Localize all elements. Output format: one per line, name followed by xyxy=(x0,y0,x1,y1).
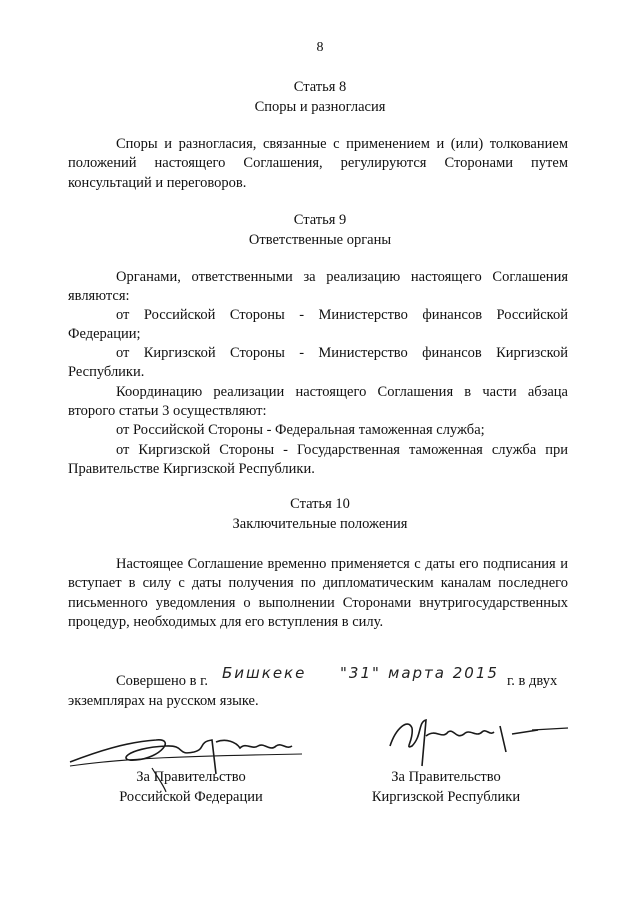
closing-month-year-handwritten: марта 2015 xyxy=(388,664,499,682)
article-8-subtitle: Споры и разногласия xyxy=(254,99,386,115)
article-9-paragraph-4: Координацию реализации настоящего Соглашения в части абзаца второго статьи 3 осуществляют: xyxy=(68,384,568,420)
article-9-paragraph-5: от Российской Стороны - Федеральная таможенная служба; xyxy=(116,422,485,438)
signature-kyrgyzstan-line-1: За Правительство xyxy=(391,769,501,785)
closing-after: г. в двух xyxy=(507,673,558,689)
article-10-title: Статья 10 xyxy=(290,496,350,512)
article-10-text: Настоящее Соглашение временно применяется с даты его подписания и вступает в силу с даты получения по дипломатическим каналам последнего письменного уведомления о выполнении Сторонами внутригосударственных процедур, необходимых для его вступления в силу. xyxy=(68,556,568,631)
signature-kyrgyzstan xyxy=(382,706,572,776)
article-9-paragraph-6: от Киргизской Стороны - Государственная таможенная служба при Правительстве Киргизской Республики. xyxy=(68,442,568,478)
article-8-title: Статья 8 xyxy=(293,79,347,95)
article-9-paragraph-2: от Российской Стороны - Министерство финансов Российской Федерации; xyxy=(68,307,568,343)
article-8-text: Споры и разногласия, связанные с применением и (или) толкованием положений настоящего Соглашения, регулируются Сторонами путем консультаций и переговоров. xyxy=(68,136,568,191)
article-9-title: Статья 9 xyxy=(293,212,347,228)
signature-russia-line-1: За Правительство xyxy=(136,769,246,785)
article-9-paragraph-3: от Киргизской Стороны - Министерство финансов Киргизской Республики. xyxy=(68,345,568,381)
signature-caption-russia xyxy=(106,768,276,807)
closing-city-handwritten: Бишкеке xyxy=(222,664,307,682)
closing-line-2: экземплярах на русском языке. xyxy=(68,693,259,709)
article-9-paragraph-1: Органами, ответственными за реализацию настоящего Соглашения являются: xyxy=(68,269,568,305)
signature-caption-kyrgyzstan xyxy=(356,768,536,807)
signature-kyrgyzstan-line-2: Киргизской Республики xyxy=(371,788,521,805)
article-9-subtitle: Ответственные органы xyxy=(248,232,392,248)
closing-done-at: Совершено в г. xyxy=(116,673,209,689)
closing-day-handwritten: "31" xyxy=(340,664,381,682)
page-number: 8 xyxy=(316,40,324,55)
signature-russia-line-2: Российской Федерации xyxy=(119,788,263,805)
article-10-subtitle: Заключительные положения xyxy=(232,516,408,532)
